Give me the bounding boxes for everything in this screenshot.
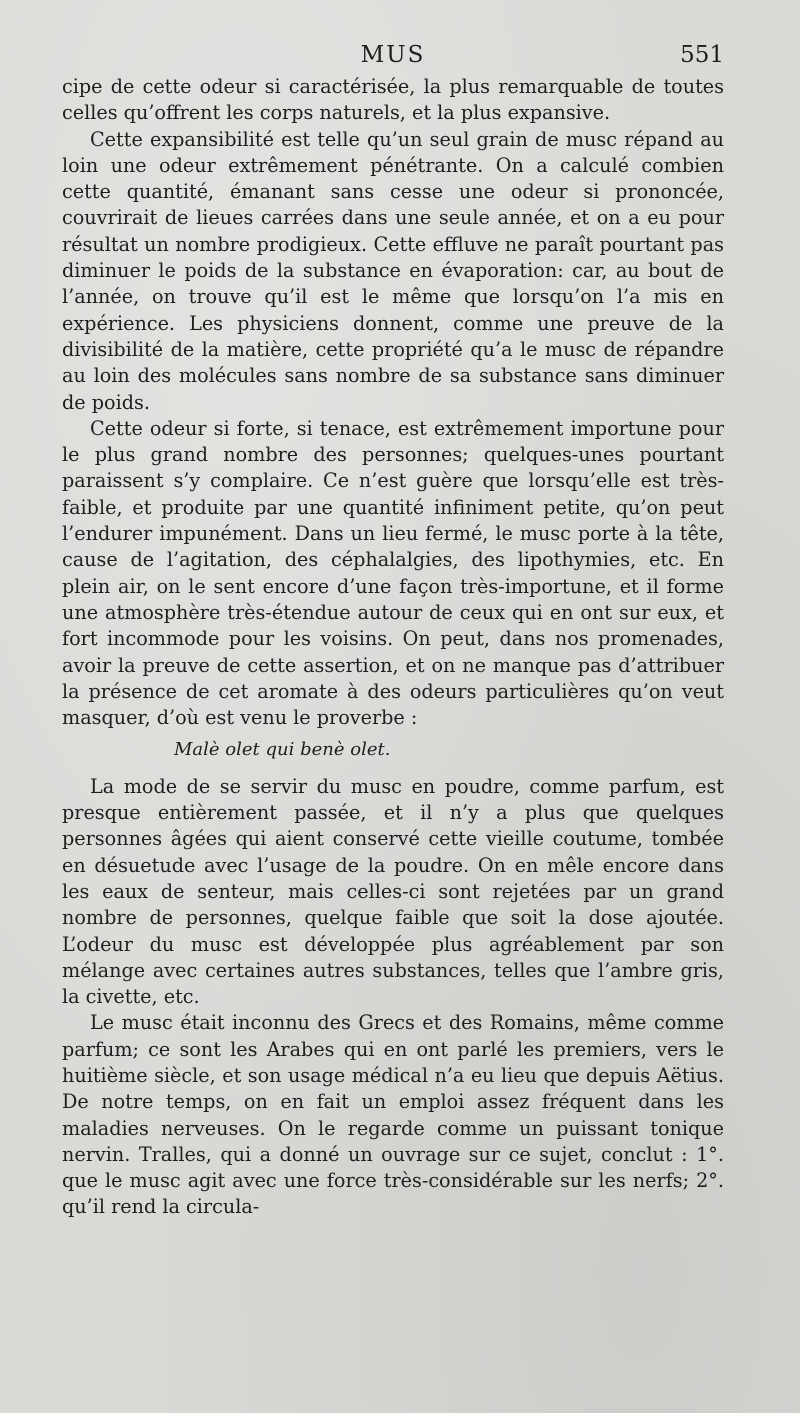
proverb-quote: Malè olet qui benè olet. <box>174 739 391 761</box>
paragraph-expansibility: Cette expansibilité est telle qu’un seul grain de musc répand au loin une odeur extrêmement pénétrante. On a calculé combien cette quantité, émanant sans cesse une odeur si prononcée, couvrirait de lieues carrées dans une seule année, et on a eu pour résultat un nombre prodigieux. Cette effluve ne paraît pourtant pas diminuer le poids de la substance en évaporation: car, au bout de l’année, on trouve qu’il est le même que lorsqu’on l’a mis en expérience. Les physiciens donnent, comme une preuve de la divisibilité de la matière, cette propriété qu’a le musc de répandre au loin des molécules sans nombre de sa substance sans diminuer de poids. <box>62 127 724 414</box>
paragraph-history: Le musc était inconnu des Grecs et des Romains, même comme parfum; ce sont les Arabes qui en ont parlé les premiers, vers le huitième siècle, et son usage médical n’a eu lieu que depuis Aëtius. De notre temps, on en fait un emploi assez fréquent dans les maladies nerveuses. On le regarde comme un puissant tonique nervin. Tralles, qui a donné un ouvrage sur ce sujet, conclut : 1°. que le musc agit avec une force très-considérable sur les nerfs; 2°. qu’il rend la circula- <box>62 1011 724 1219</box>
page-number: 551 <box>680 42 724 68</box>
page-body <box>62 74 724 1221</box>
page-header <box>62 38 724 72</box>
running-head: MUS <box>360 42 426 68</box>
paragraph-fashion: La mode de se servir du musc en poudre, comme parfum, est presque entièrement passée, et il n’y a plus que quelques personnes âgées qui aient conservé cette vieille coutume, tombée en désuetude avec l’usage de la poudre. On en mêle encore dans les eaux de senteur, mais celles-ci sont rejetées par un grand nombre de personnes, quelque faible que soit la dose ajoutée. L’odeur du musc est développée plus agréablement par son mélange avec certaines autres substances, telles que l’ambre gris, la civette, etc. <box>62 774 724 1009</box>
paragraph-odor: Cette odeur si forte, si tenace, est extrêmement importune pour le plus grand nombre des personnes; quelques-unes pourtant paraissent s’y complaire. Ce n’est guère que lorsqu’elle est très-faible, et produite par une quantité infiniment petite, qu’on peut l’endurer impunément. Dans un lieu fermé, le musc porte à la tête, cause de l’agitation, des céphalalgies, des lipothymies, etc. En plein air, on le sent encore d’une façon très-importune, et il forme une atmosphère très-étendue autour de ceux qui en ont sur eux, et fort incommode pour les voisins. On peut, dans nos promenades, avoir la preuve de cette assertion, et on ne manque pas d’attribuer la présence de cet aromate à des odeurs particulières qu’on veut masquer, d’où est venu le proverbe : <box>62 416 724 730</box>
paragraph-continued: cipe de cette odeur si caractérisée, la plus remarquable de toutes celles qu’offrent les corps naturels, et la plus expansive. <box>62 75 724 125</box>
